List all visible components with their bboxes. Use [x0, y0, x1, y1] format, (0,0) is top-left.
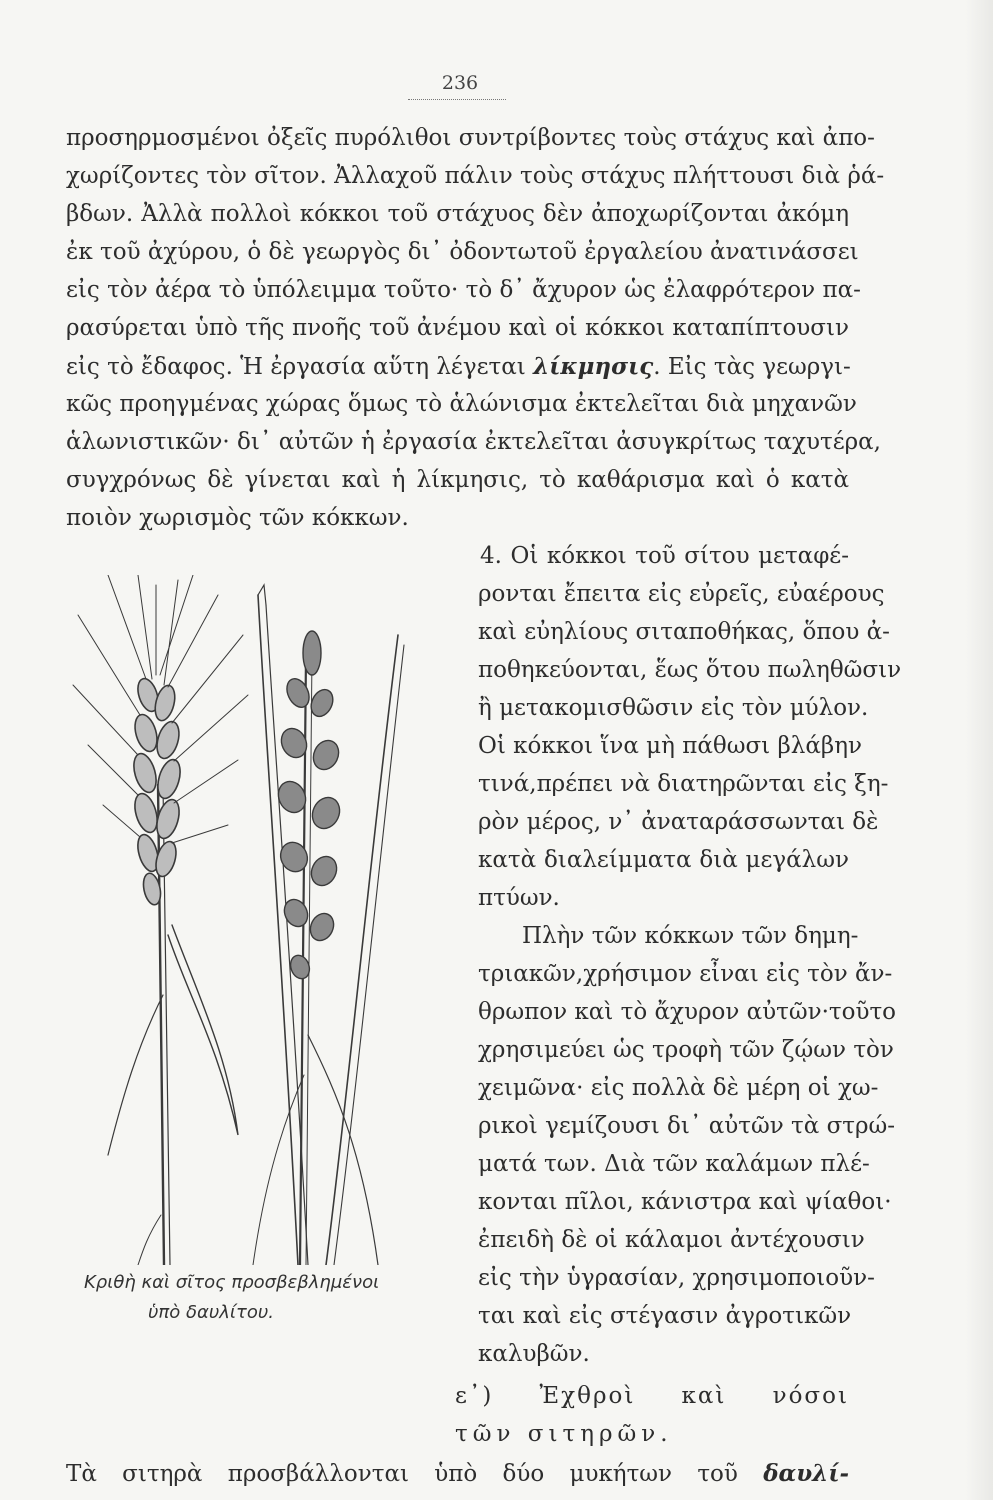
text-line-7-b: . Εἰς τὰς γεωργι- [653, 354, 851, 380]
col-line-11: Πλὴν τῶν κόκκων τῶν δημη- [522, 923, 859, 949]
col-line-12: τριακῶν,χρήσιμον εἶναι εἰς τὸν ἄν- [478, 961, 893, 987]
col-line-15: χειμῶνα· εἰς πολλὰ δὲ μέρη οἱ χω- [478, 1075, 879, 1101]
col-line-16: ρικοὶ γεμίζουσι δι᾿ αὐτῶν τὰ στρώ- [478, 1113, 896, 1139]
col-line-17: ματά των. Διὰ τῶν καλάμων πλέ- [478, 1151, 870, 1177]
col-line-7: τινά,πρέπει νὰ διατηρῶνται εἰς ξη- [478, 771, 889, 797]
text-line-11: ποιὸν χωρισμὸς τῶν κόκκων. [66, 505, 409, 531]
text-line-2: χωρίζοντες τὸν σῖτον. Ἀλλαχοῦ πάλιν τοὺς στάχυς πλήττουσι διὰ ῥά- [66, 163, 885, 189]
col-line-5: ἢ μετακομισθῶσιν εἰς τὸν μύλον. [478, 695, 869, 721]
col-line-14: χρησιμεύει ὡς τροφὴ τῶν ζῴων τὸν [478, 1037, 894, 1063]
col-line-1: 4. Οἱ κόκκοι τοῦ σίτου μεταφέ- [480, 543, 849, 569]
figure-caption-line-2: ὑπὸ δαυλίτου. [148, 1302, 275, 1323]
text-line-8: κῶς προηγμένας χώρας ὅμως τὸ ἁλώνισμα ἐκτελεῖται διὰ μηχανῶν [66, 391, 857, 417]
text-line-7 [66, 353, 849, 380]
figure-caption-line-1: Κριθὴ καὶ σῖτος προσβεβλημένοι [84, 1272, 380, 1293]
term-dauli: δαυλί- [763, 1460, 849, 1487]
col-line-18: κονται πῖλοι, κάνιστρα καὶ ψίαθοι· [478, 1189, 892, 1215]
col-line-2: ρονται ἔπειτα εἰς εὐρεῖς, εὐαέρους [478, 581, 885, 607]
page-edge-shadow [965, 0, 993, 1500]
col-line-3: καὶ εὐηλίους σιταποθήκας, ὅπου ἀ- [478, 619, 890, 645]
col-line-10: πτύων. [478, 885, 560, 911]
final-line-text: Τὰ σιτηρὰ προσβάλλονται ὑπὸ δύο μυκήτων τοῦ [66, 1461, 764, 1487]
col-line-8: ρὸν μέρος, ν᾿ ἀναταράσσωνται δὲ [478, 809, 879, 835]
col-line-13: θρωπον καὶ τὸ ἄχυρον αὐτῶν·τοῦτο [478, 999, 897, 1025]
section-heading: ε᾿) Ἐχθροὶ καὶ νόσοι [455, 1383, 849, 1409]
col-line-20: εἰς τὴν ὑγρασίαν, χρησιμοποιοῦν- [478, 1265, 875, 1291]
text-line-1: προσηρμοσμένοι ὀξεῖς πυρόλιθοι συντρίβοντες τοὺς στάχυς καὶ ἀπο- [66, 125, 875, 151]
col-line-19: ἐπειδὴ δὲ οἱ κάλαμοι ἀντέχουσιν [478, 1227, 865, 1253]
text-line-10: συγχρόνως δὲ γίνεται καὶ ἡ λίκμησις, τὸ καθάρισμα καὶ ὁ κατὰ [66, 467, 849, 493]
text-line-4: ἐκ τοῦ ἀχύρου, ὁ δὲ γεωργὸς δι᾿ ὀδοντωτοῦ ἐργαλείου ἀνατινάσσει [66, 239, 859, 265]
col-line-6: Οἱ κόκκοι ἵνα μὴ πάθωσι βλάβην [478, 733, 862, 759]
text-line-3: βδων. Ἀλλὰ πολλοὶ κόκκοι τοῦ στάχυος δὲν ἀποχωρίζονται ἀκόμη [66, 201, 849, 227]
text-line-7-a: εἰς τὸ ἔδαφος. Ἡ ἐργασία αὕτη λέγεται [66, 354, 534, 380]
text-line-6: ρασύρεται ὑπὸ τῆς πνοῆς τοῦ ἀνέμου καὶ οἱ κόκκοι καταπίπτουσιν [66, 315, 849, 341]
text-line-9: ἁλωνιστικῶν· δι᾿ αὐτῶν ἡ ἐργασία ἐκτελεῖται ἀσυγκρίτως ταχυτέρα, [66, 429, 881, 455]
page-number-rule [408, 99, 506, 100]
section-heading-2: τῶν σιτηρῶν. [455, 1421, 673, 1447]
page-number: 236 [441, 72, 479, 94]
term-likmesis: λίκμησις [533, 353, 654, 380]
col-line-21: ται καὶ εἰς στέγασιν ἀγροτικῶν [478, 1303, 852, 1329]
illustration-barley-wheat [68, 575, 453, 1265]
col-line-22: καλυβῶν. [478, 1341, 590, 1367]
final-line [66, 1460, 849, 1487]
col-line-9: κατὰ διαλείμματα διὰ μεγάλων [478, 847, 849, 873]
text-line-5: εἰς τὸν ἀέρα τὸ ὑπόλειμμα τοῦτο· τὸ δ᾿ ἄχυρον ὡς ἐλαφρότερον πα- [66, 277, 861, 303]
col-line-4: ποθηκεύονται, ἕως ὅτου πωληθῶσιν [478, 657, 902, 683]
